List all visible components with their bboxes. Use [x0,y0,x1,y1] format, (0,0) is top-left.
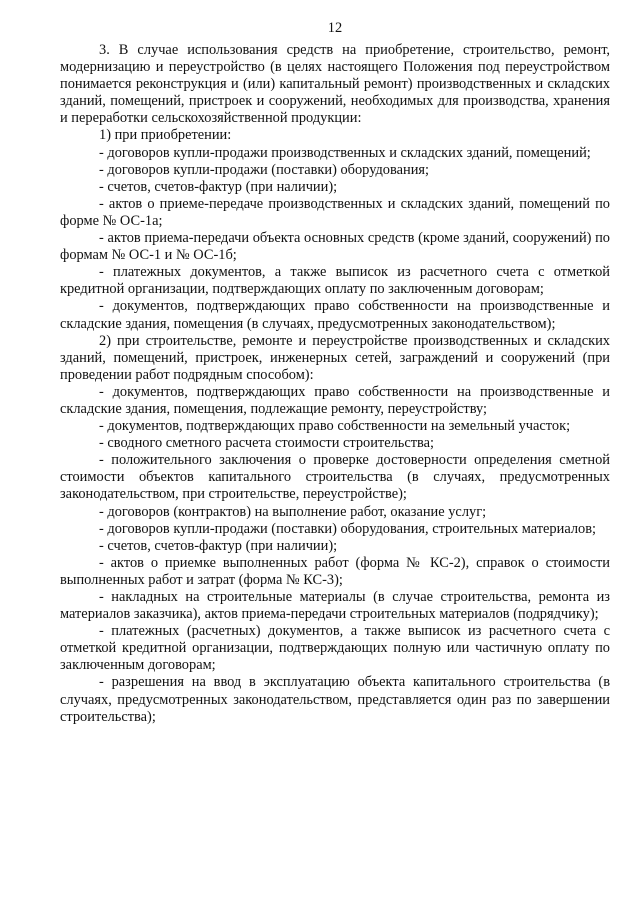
paragraph-section-3-intro: 3. В случае использования средств на приобретение, строительство, ремонт, модернизацию и переустройство (в целях настоящего Положения под переустройством понимается реконструкция и (или) капитальный ремонт) производственных и складских зданий, помещений, пристроек и сооружений, необходимых для производства, хранения и переработки сельскохозяйственной продукции: [60,42,610,127]
list-item: - договоров (контрактов) на выполнение работ, оказание услуг; [99,503,487,520]
list-item: - положительного заключения о проверке достоверности определения сметной стоимости объектов капитального строительства (в случаях, предусмотренных законодательством, при строительстве, переустройстве); [60,452,610,503]
list-item: - платежных (расчетных) документов, а также выписок из расчетного счета с отметкой кредитной организации, подтверждающих полную или частичную оплату по заключенным договорам; [60,623,610,674]
list-item: - счетов, счетов-фактур (при наличии); [99,178,338,195]
list-item: - документов, подтверждающих право собственности на земельный участок; [99,418,571,435]
document-body [60,42,610,726]
paragraph-subsection-1-heading: 1) при приобретении: [99,127,232,144]
list-item: - актов о приемке выполненных работ (форма № КС-2), справок о стоимости выполненных работ и затрат (форма № КС-3); [60,554,610,588]
document-page [60,0,610,905]
list-item: - актов о приеме-передаче производственных и складских зданий, помещений по форме № ОС-1а; [60,195,610,229]
list-item: - счетов, счетов-фактур (при наличии); [99,537,338,554]
list-item: - платежных документов, а также выписок из расчетного счета с отметкой кредитной организации, подтверждающих оплату по заключенным договорам; [60,264,610,298]
list-item: - актов приема-передачи объекта основных средств (кроме зданий, сооружений) по формам № ОС-1 и № ОС-1б; [60,230,610,264]
list-item: - договоров купли-продажи (поставки) оборудования; [99,161,430,178]
list-item: - документов, подтверждающих право собственности на производственные и складские здания, помещения, подлежащие ремонту, переустройству; [60,383,610,417]
list-item: - документов, подтверждающих право собственности на производственные и складские здания, помещения (в случаях, предусмотренных законодательством); [60,298,610,332]
page-number: 12 [327,20,343,36]
list-item: - накладных на строительные материалы (в случае строительства, ремонта из материалов заказчика), актов приема-передачи строительных материалов (подрядчику); [60,589,610,623]
list-item: - разрешения на ввод в эксплуатацию объекта капитального строительства (в случаях, предусмотренных законодательством, представляется один раз по завершении строительства); [60,674,610,725]
list-item: - сводного сметного расчета стоимости строительства; [99,435,435,452]
list-item: - договоров купли-продажи (поставки) оборудования, строительных материалов; [99,520,597,537]
paragraph-subsection-2-heading: 2) при строительстве, ремонте и переустройстве производственных и складских зданий, помещений, пристроек, инженерных сетей, заграждений и сооружений (при проведении работ подрядным способом): [60,332,610,383]
list-item: - договоров купли-продажи производственных и складских зданий, помещений; [99,144,591,161]
